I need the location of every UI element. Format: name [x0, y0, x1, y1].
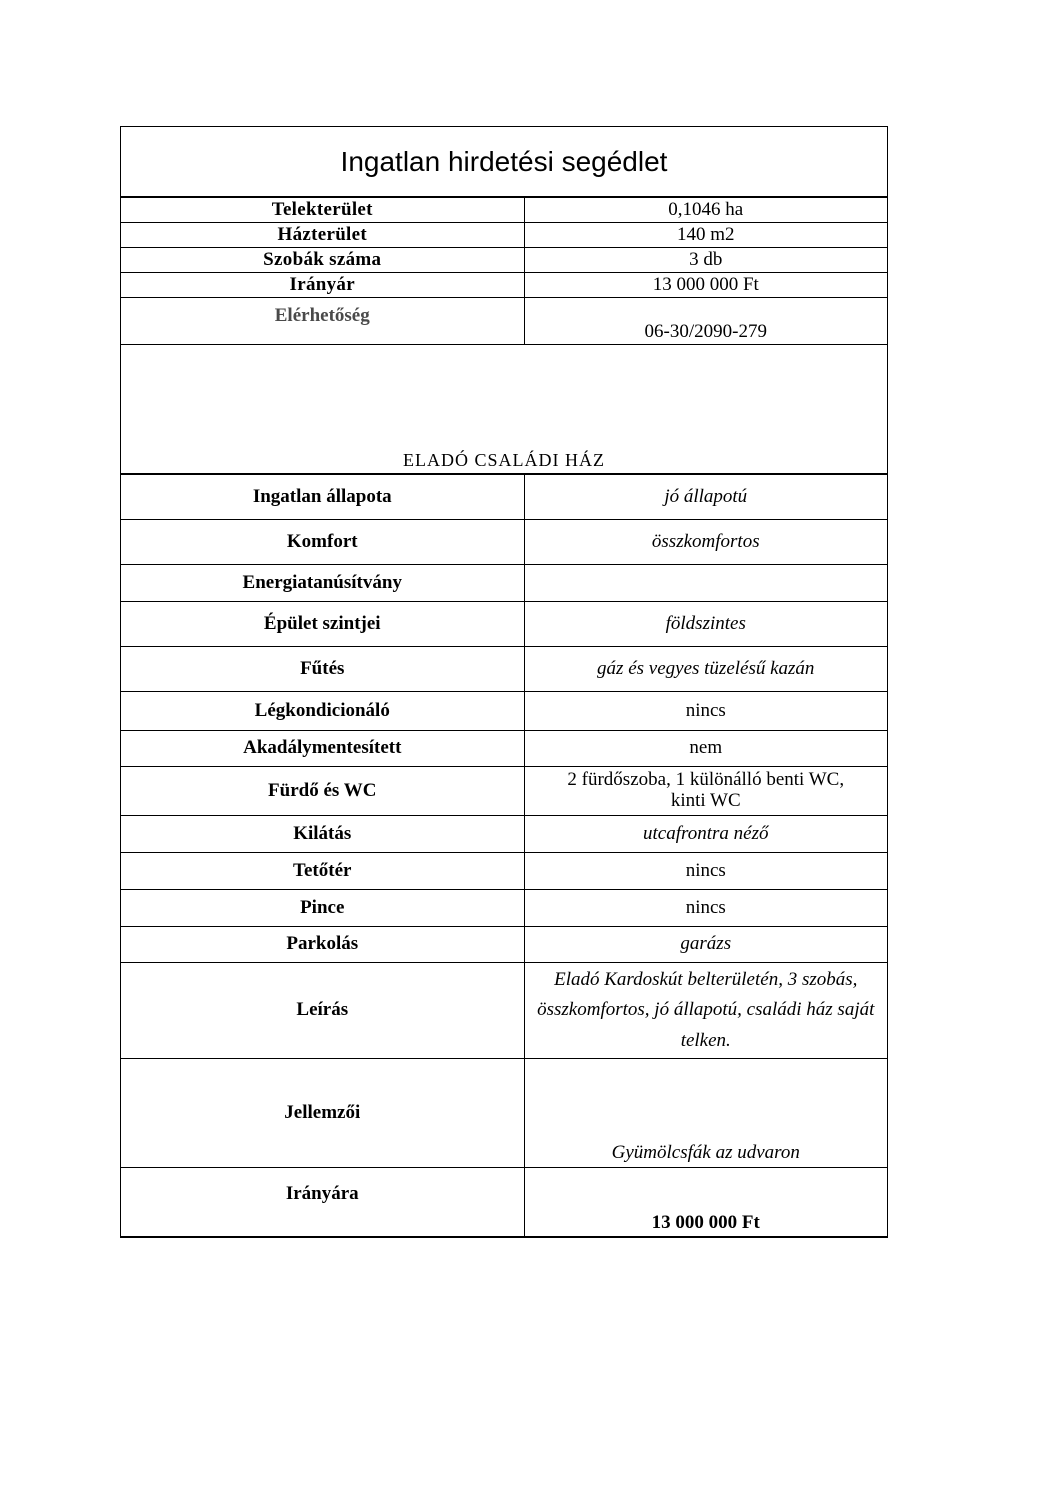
detail-value: garázs — [524, 927, 887, 963]
detail-label: Akadálymentesített — [121, 731, 524, 767]
detail-row — [121, 1168, 887, 1237]
detail-label: Tetőtér — [121, 853, 524, 890]
detail-value: nincs — [524, 853, 887, 890]
detail-label: Leírás — [121, 963, 524, 1059]
detail-value: nem — [524, 731, 887, 767]
detail-label: Fűtés — [121, 647, 524, 692]
detail-value: 13 000 000 Ft — [524, 1168, 887, 1237]
summary-value: 0,1046 ha — [524, 198, 887, 223]
detail-label: Ingatlan állapota — [121, 475, 524, 520]
detail-value: nincs — [524, 692, 887, 731]
summary-value: 140 m2 — [524, 223, 887, 248]
detail-value: összkomfortos — [524, 520, 887, 565]
summary-label: Elérhetőség — [121, 298, 524, 345]
summary-row — [121, 298, 887, 345]
page-title: Ingatlan hirdetési segédlet — [121, 127, 887, 197]
summary-value: 06-30/2090-279 — [524, 298, 887, 345]
detail-value — [524, 565, 887, 602]
summary-label: Irányár — [121, 273, 524, 298]
summary-row — [121, 223, 887, 248]
detail-label: Komfort — [121, 520, 524, 565]
detail-row — [121, 963, 887, 1059]
detail-label: Épület szintjei — [121, 602, 524, 647]
detail-label: Energiatanúsítvány — [121, 565, 524, 602]
summary-row — [121, 273, 887, 298]
detail-row — [121, 890, 887, 927]
summary-label: Telekterület — [121, 198, 524, 223]
detail-value: 2 fürdőszoba, 1 különálló benti WC, kinti WC — [524, 767, 887, 816]
detail-row — [121, 816, 887, 853]
detail-value: földszintes — [524, 602, 887, 647]
detail-row — [121, 853, 887, 890]
detail-value: utcafrontra néző — [524, 816, 887, 853]
detail-label: Fürdő és WC — [121, 767, 524, 816]
detail-value: Eladó Kardoskút belterületén, 3 szobás, összkomfortos, jó állapotú, családi ház saját telken. — [524, 963, 887, 1059]
summary-row — [121, 248, 887, 273]
summary-table — [121, 197, 887, 474]
detail-label: Légkondicionáló — [121, 692, 524, 731]
detail-row — [121, 692, 887, 731]
detail-row — [121, 565, 887, 602]
detail-row — [121, 475, 887, 520]
summary-value: 3 db — [524, 248, 887, 273]
summary-value: 13 000 000 Ft — [524, 273, 887, 298]
detail-row — [121, 602, 887, 647]
detail-row — [121, 731, 887, 767]
detail-row — [121, 1059, 887, 1168]
summary-label: Házterület — [121, 223, 524, 248]
listing-sheet — [120, 126, 888, 1238]
detail-label: Jellemzői — [121, 1059, 524, 1168]
section-title: ELADÓ CSALÁDI HÁZ — [121, 345, 887, 474]
detail-row — [121, 520, 887, 565]
detail-value: jó állapotú — [524, 475, 887, 520]
detail-label: Parkolás — [121, 927, 524, 963]
summary-row — [121, 198, 887, 223]
detail-row — [121, 647, 887, 692]
detail-label: Pince — [121, 890, 524, 927]
detail-value: gáz és vegyes tüzelésű kazán — [524, 647, 887, 692]
detail-label: Kilátás — [121, 816, 524, 853]
detail-row — [121, 927, 887, 963]
detail-label: Irányára — [121, 1168, 524, 1237]
detail-row — [121, 767, 887, 816]
detail-value: Gyümölcsfák az udvaron — [524, 1059, 887, 1168]
section-title-row — [121, 345, 887, 474]
details-table — [121, 474, 887, 1237]
summary-label: Szobák száma — [121, 248, 524, 273]
detail-value: nincs — [524, 890, 887, 927]
